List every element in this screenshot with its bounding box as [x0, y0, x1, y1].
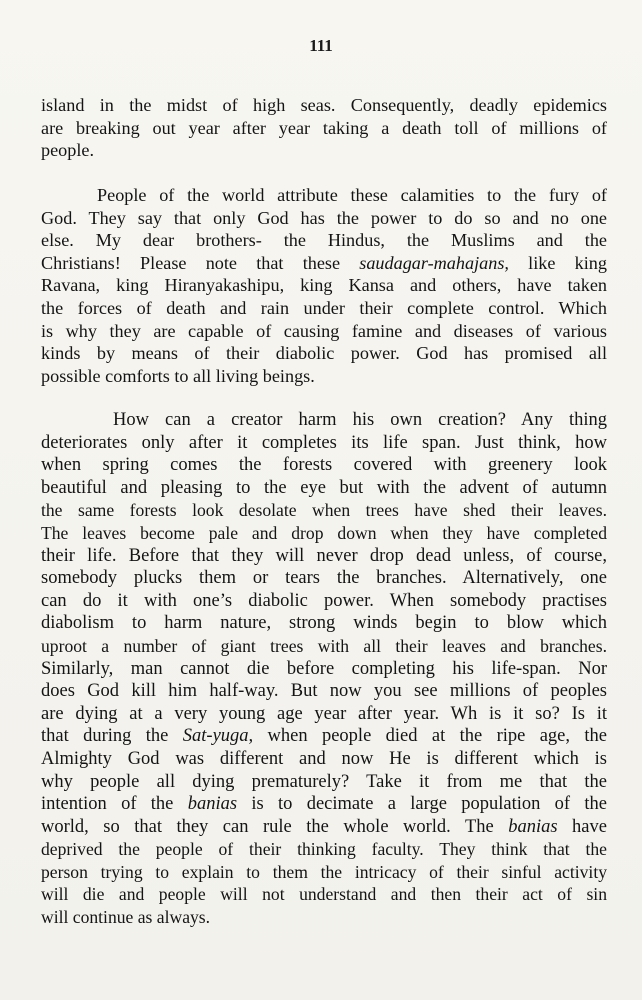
text-line: is why they are capable of causing famine and diseases of various — [41, 320, 607, 341]
italic-term: saudagar-mahajans, — [359, 252, 509, 273]
page-number: 111 — [309, 36, 333, 55]
paragraph-2 — [41, 184, 607, 387]
text-line: the same forests look desolate when trees have shed their leaves. — [41, 500, 607, 521]
text-line — [41, 816, 607, 839]
text-line: diabolism to harm nature, strong winds begin to blow which — [41, 613, 607, 634]
text-line: The leaves become pale and drop down when they have completed — [41, 522, 607, 543]
text-run: is to decimate a large population of the — [237, 794, 607, 815]
text-line: God. They say that only God has the power to do so and no one — [41, 207, 607, 228]
text-line: are breaking out year after year taking a death toll of millions of — [41, 117, 607, 138]
text-line: island in the midst of high seas. Consequently, deadly epidemics — [41, 95, 607, 115]
text-line: deteriorates only after it completes its life span. Just think, how — [41, 432, 607, 453]
paragraph-1 — [41, 94, 607, 162]
text-run: when people died at the ripe age, the — [253, 726, 607, 747]
text-line — [41, 252, 607, 275]
italic-term: Sat-yuga, — [182, 726, 254, 747]
text-line: Similarly, man cannot die before completing his life-span. Nor — [41, 658, 607, 679]
italic-term: banias — [187, 794, 238, 815]
text-line: the forces of death and rain under their complete control. Which — [41, 297, 607, 318]
text-run: intention of the — [41, 794, 188, 815]
text-run: world, so that they can rule the whole world. The — [41, 816, 509, 837]
text-line: deprived the people of their thinking faculty. They think that the — [41, 839, 607, 860]
text-run: like king — [508, 252, 607, 273]
text-line: when spring comes the forests covered with greenery look — [41, 455, 607, 476]
text-line: can do it with one’s diabolic power. When somebody practises — [41, 590, 607, 611]
text-line: somebody plucks them or tears the branches. Alternatively, one — [41, 568, 607, 589]
text-line: How can a creator harm his own creation? Any thing — [113, 410, 607, 430]
text-run: Christians! Please note that these — [41, 252, 360, 273]
text-line: why people all dying prematurely? Take it from me that the — [41, 771, 607, 792]
text-run: that during the — [41, 726, 183, 747]
text-line: uproot a number of giant trees with all their leaves and branches. — [41, 635, 607, 656]
text-line: their life. Before that they will never drop dead unless, of course, — [41, 545, 607, 566]
text-line: else. My dear brothers- the Hindus, the Muslims and the — [41, 230, 607, 251]
text-line: person trying to explain to them the intricacy of their sinful activity — [41, 861, 607, 882]
text-line — [41, 793, 607, 816]
italic-term: banias — [508, 816, 558, 837]
text-line: are dying at a very young age year after year. Wh is it so? Is it — [41, 703, 607, 724]
text-line: people. — [41, 140, 95, 161]
text-line: possible comforts to all living beings. — [41, 365, 315, 386]
text-line: will die and people will not understand and then their act of sin — [41, 884, 607, 905]
text-line: Almighty God was different and now He is different which is — [41, 748, 607, 769]
text-line — [41, 725, 607, 748]
paragraph-3 — [41, 409, 607, 929]
text-line: Ravana, king Hiranyakashipu, king Kansa and others, have taken — [41, 275, 607, 296]
text-line: beautiful and pleasing to the eye but with the advent of autumn — [41, 477, 607, 498]
text-line: will continue as always. — [41, 907, 211, 928]
text-line: kinds by means of their diabolic power. God has promised all — [41, 343, 607, 364]
text-line: does God kill him half-way. But now you see millions of peoples — [41, 681, 607, 702]
text-run: have — [557, 816, 607, 837]
text-line: People of the world attribute these calamities to the fury of — [97, 185, 607, 205]
